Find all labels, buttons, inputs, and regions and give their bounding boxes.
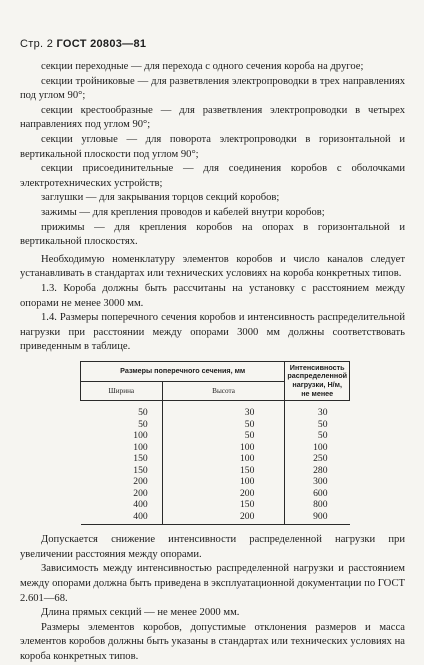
paragraph: Длина прямых секций — не менее 2000 мм. <box>41 607 240 619</box>
cell-height: 100 <box>162 453 285 465</box>
paragraph: секции присоединительные — для соединения коробов с оболочками электротехнических устройств; <box>20 163 405 189</box>
cell-height: 100 <box>162 476 285 488</box>
table-row <box>81 401 350 419</box>
paragraph: секции угловые — для поворота электропроводки в горизонтальной и вертикальной плоскости под углом 90°; <box>20 133 405 160</box>
cell-height: 200 <box>162 488 285 500</box>
cell-width: 150 <box>81 465 163 477</box>
table-header-width: Ширина <box>81 381 163 401</box>
cell-load: 800 <box>313 499 328 511</box>
paragraph: Допускается снижение интенсивности распределенной нагрузки при увеличении расстояния между опорами. <box>20 534 405 560</box>
paragraph: секции переходные — для перехода с одного сечения короба на другое; <box>41 61 364 72</box>
paragraph: зажимы — для крепления проводов и кабелей внутри коробов; <box>41 206 325 218</box>
paragraph: Зависимость между интенсивностью распределенной нагрузки и расстоянием между опорами должна быть приведена в эксплуатационной документации по ГОСТ 2.601—68. <box>20 563 405 604</box>
cell-load: 30 <box>317 407 328 419</box>
cell-height: 50 <box>162 430 285 442</box>
paragraph: Размеры элементов коробов, допустимые отклонения размеров и масса элементов коробов должны быть указаны в стандартах или технических условиях на короба конкретных типов. <box>20 621 405 662</box>
cell-load: 300 <box>313 476 328 488</box>
cell-height: 30 <box>162 401 285 419</box>
table-row <box>81 499 350 511</box>
table-row <box>81 511 350 525</box>
cell-width: 100 <box>81 442 163 454</box>
cell-width: 200 <box>81 488 163 500</box>
cell-load: 50 <box>317 418 328 430</box>
cell-width: 50 <box>81 419 163 431</box>
cell-width: 100 <box>81 430 163 442</box>
cell-height: 200 <box>162 511 285 525</box>
page-number: Стр. 2 <box>20 38 54 50</box>
clause-1-3: 1.3. Короба должны быть рассчитаны на установку с расстоянием между опорами не менее 3000 мм. <box>20 282 405 309</box>
cell-width: 400 <box>81 499 163 511</box>
table-row <box>81 430 350 442</box>
table-row <box>81 419 350 431</box>
table-row <box>81 465 350 477</box>
cell-width: 150 <box>81 453 163 465</box>
cell-height: 150 <box>162 465 285 477</box>
page-header <box>20 38 146 50</box>
cell-height: 50 <box>162 419 285 431</box>
table-header-height: Высота <box>162 381 285 401</box>
paragraph: секции тройниковые — для разветвления электропроводки в трех направлениях под углом 90°; <box>20 75 405 102</box>
standard-number: ГОСТ 20803—81 <box>56 38 147 50</box>
table-row <box>81 453 350 465</box>
cell-load: 900 <box>285 511 350 525</box>
dimensions-table <box>80 361 350 525</box>
paragraph: прижимы — для крепления коробов на опорах в горизонтальной и вертикальной плоскостях. <box>20 221 405 248</box>
table-row <box>81 442 350 454</box>
cell-load: 250 <box>313 453 328 465</box>
table-row <box>81 476 350 488</box>
cell-load: 100 <box>313 441 328 453</box>
table-row <box>81 488 350 500</box>
cell-width: 400 <box>81 511 163 525</box>
paragraph: секции крестообразные — для разветвления электропроводки в четырех направлениях под углом 90°; <box>20 104 405 131</box>
table-header-load: Интенсивность распределенной нагрузки, Н/м, не менее <box>285 361 350 400</box>
cell-width: 200 <box>81 476 163 488</box>
document-body <box>20 60 405 665</box>
paragraph: Необходимую номенклатуру элементов коробов и число каналов следует устанавливать в стандартах или технических условиях на короба конкретных типов. <box>20 253 405 280</box>
clause-1-4: 1.4. Размеры поперечного сечения коробов и интенсивность распределительной нагрузки при расстоянии между опорами 3000 мм должны соответствовать приведенным в таблице. <box>20 312 405 353</box>
table-body <box>81 401 350 525</box>
cell-load: 600 <box>313 487 328 499</box>
cell-height: 100 <box>162 442 285 454</box>
paragraph: заглушки — для закрывания торцов секций коробов; <box>41 192 280 204</box>
cell-load: 50 <box>317 430 328 442</box>
cell-height: 150 <box>162 499 285 511</box>
cell-load: 280 <box>313 464 328 476</box>
table-group-header: Размеры поперечного сечения, мм <box>81 361 285 381</box>
cell-width: 50 <box>81 401 163 419</box>
